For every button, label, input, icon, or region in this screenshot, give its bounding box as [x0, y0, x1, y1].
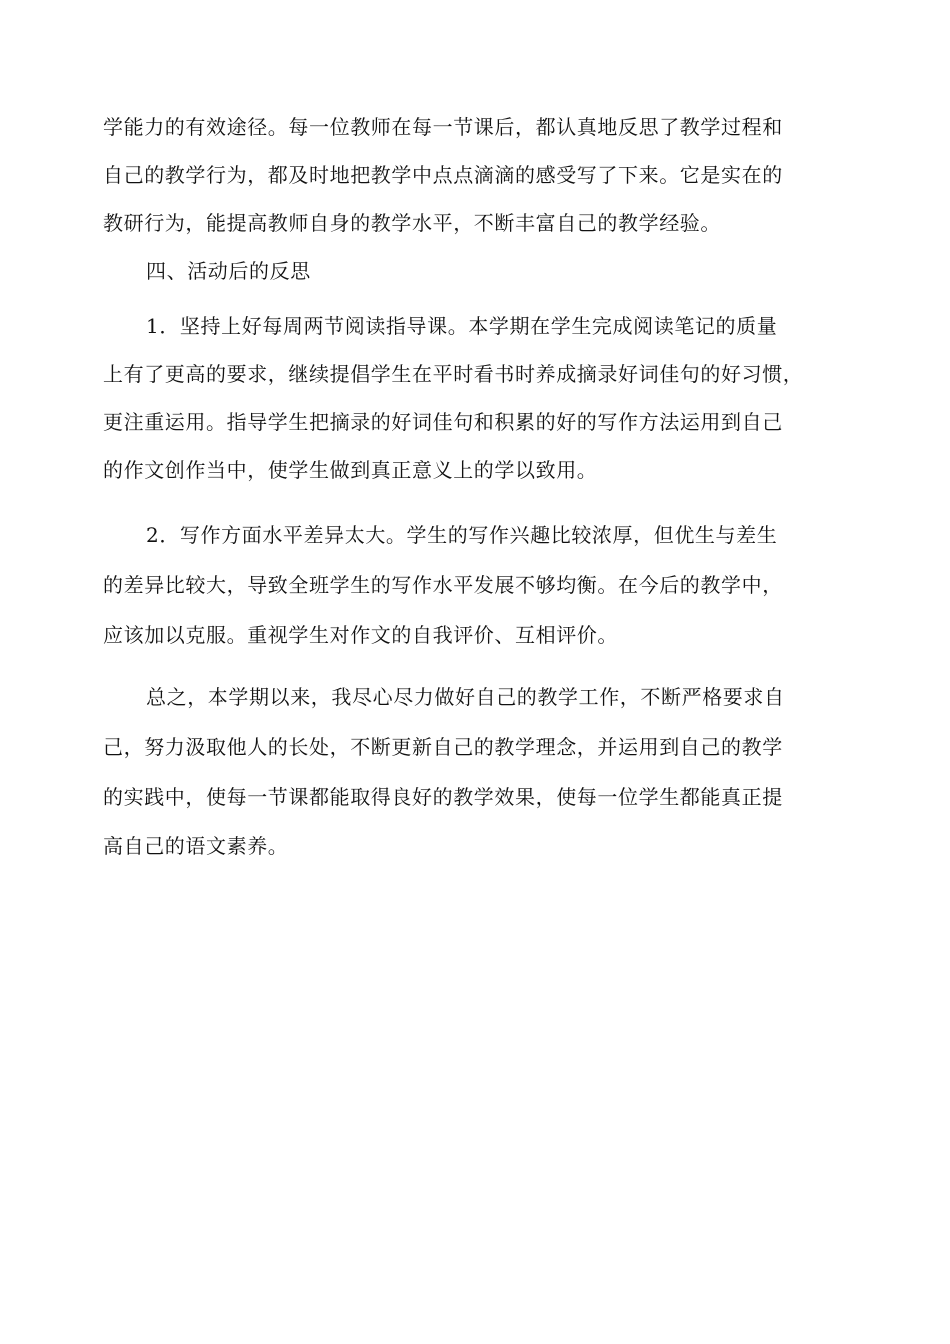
item-2-line-3: 应该加以克服。重视学生对作文的自我评价、互相评价。	[103, 623, 618, 647]
conclusion-line-3: 的实践中，使每一节课都能取得良好的教学效果，使每一位学生都能真正提	[103, 785, 783, 809]
item-2-line-1: 2．写作方面水平差异太大。学生的写作兴趣比较浓厚，但优生与差生	[146, 523, 778, 547]
conclusion-line-4: 高自己的语文素养。	[103, 834, 289, 858]
item-1-line-1: 1．坚持上好每周两节阅读指导课。本学期在学生完成阅读笔记的质量	[146, 314, 778, 338]
paragraph-1-line-3: 教研行为，能提高教师自身的教学水平，不断丰富自己的教学经验。	[103, 211, 721, 235]
item-1-line-4: 的作文创作当中，使学生做到真正意义上的学以致用。	[103, 458, 598, 482]
section-heading-4: 四、活动后的反思	[146, 259, 311, 283]
paragraph-1-line-2: 自己的教学行为，都及时地把教学中点点滴滴的感受写了下来。它是实在的	[103, 163, 783, 187]
conclusion-line-2: 己，努力汲取他人的长处，不断更新自己的教学理念，并运用到自己的教学	[103, 735, 783, 759]
item-1-line-2: 上有了更高的要求，继续提倡学生在平时看书时养成摘录好词佳句的好习惯，	[103, 362, 804, 386]
item-1-line-3: 更注重运用。指导学生把摘录的好词佳句和积累的好的写作方法运用到自己	[103, 410, 783, 434]
paragraph-1-line-1: 学能力的有效途径。每一位教师在每一节课后，都认真地反思了教学过程和	[103, 115, 783, 139]
item-2-line-2: 的差异比较大，导致全班学生的写作水平发展不够均衡。在今后的教学中，	[103, 573, 783, 597]
conclusion-line-1: 总之，本学期以来，我尽心尽力做好自己的教学工作，不断严格要求自	[146, 685, 785, 709]
